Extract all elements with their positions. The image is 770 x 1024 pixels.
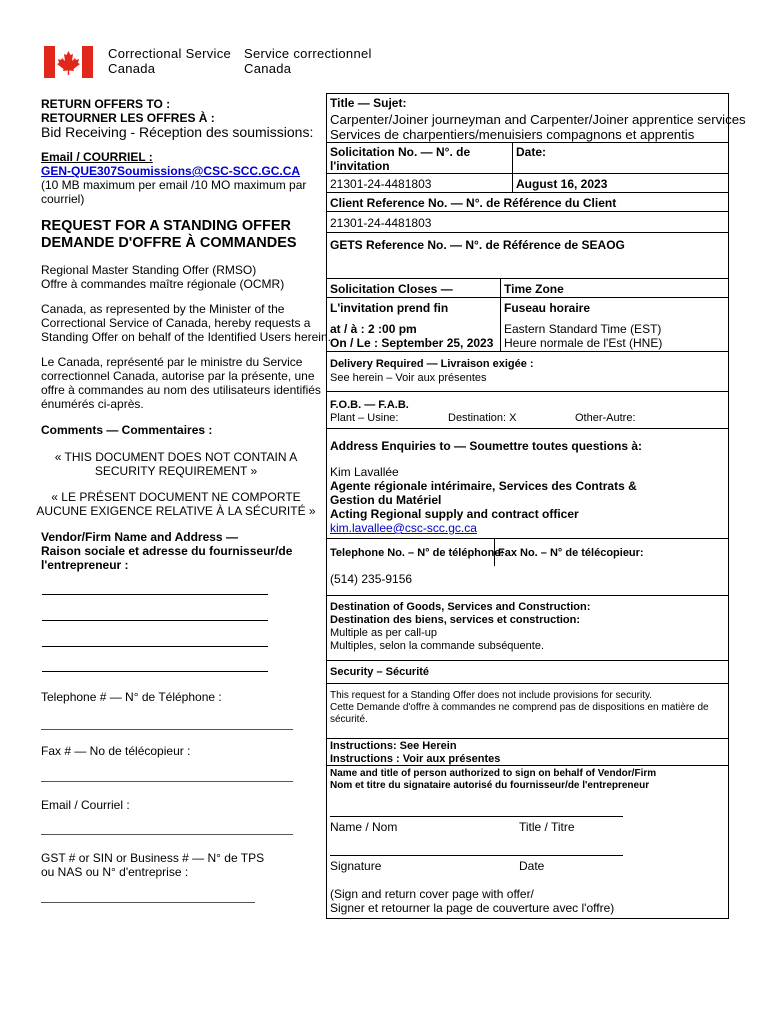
signature-label: Signature [330,859,382,873]
dept-fr-line2: Canada [244,61,292,76]
vendor-input-line[interactable] [42,671,268,672]
destination-line: Multiples, selon la commande subséquente. [330,640,545,652]
destination-line: Destination of Goods, Services and Construction: [330,601,591,613]
instructions-line: Instructions: See Herein [330,740,457,752]
closes-time: at / à : 2 :00 pm [330,322,417,336]
security-line: sécurité. [330,714,368,725]
fob-label: F.O.B. — F.A.B. [330,399,409,411]
comment-en-line: SECURITY REQUIREMENT » [94,464,258,478]
en-para-line: Standing Offer on behalf of the Identified Users herein. [41,330,331,344]
vendor-label-line: Raison sociale et adresse du fournisseur/de [41,544,293,558]
contact-block [330,465,637,535]
sol-label-line: l'invitation [330,159,390,173]
fax-input-line[interactable] [41,781,293,782]
gst-label-line: GST # or SIN or Business # — N° de TPS [41,851,265,865]
fr-para-line: énumérés ci-après. [41,397,144,411]
instructions-block [330,740,500,766]
client-ref-value: 21301-24-4481803 [330,216,432,230]
authorization-line: Nom et titre du signataire autorisé du fournisseur/de l'entrepreneur [330,780,650,791]
vendor-input-line[interactable] [42,620,268,621]
return-offers-title [41,97,215,125]
phone-value: (514) 235-9156 [330,572,413,586]
security-block [330,690,709,726]
comments-label: Comments — Commentaires : [41,423,213,437]
rmso-block [41,263,284,291]
comment-en [36,450,316,478]
fob-plant: Plant – Usine: [330,412,399,424]
gst-input-line[interactable] [41,902,255,903]
fob-destination: Destination: X [448,412,517,424]
closes-fr-label: L'invitation prend fin [330,301,449,315]
title-line-en: Carpenter/Joiner journeyman and Carpenter/Joiner apprentice services [330,112,746,127]
request-title-fr: DEMANDE D'OFFRE À COMMANDES [41,235,297,251]
fax-label-right: Fax No. – N° de télécopieur: [498,547,644,559]
return-line: Signer et retourner la page de couverture avec l'offre) [330,901,615,915]
solicitation-title [330,112,746,142]
timezone-fr-label: Fuseau horaire [504,301,591,315]
security-line: This request for a Standing Offer does not include provisions for security. [330,690,653,701]
return-title-en: RETURN OFFERS TO : [41,97,171,111]
timezone-value [504,322,662,350]
canada-flag-icon [44,46,93,78]
fr-para-line: correctionnel Canada, autorise par la présente, une [41,369,315,383]
french-paragraph [41,355,321,411]
closes-label: Solicitation Closes — [330,282,453,296]
dept-en-line1: Correctional Service [108,46,232,61]
comment-fr-line: « LE PRÉSENT DOCUMENT NE COMPORTE [51,490,301,504]
authorization-block [330,768,656,792]
gets-ref-label: GETS Reference No. — N°. de Référence de SEAOG [330,238,625,252]
timezone-label: Time Zone [504,282,564,296]
english-paragraph [41,302,331,344]
date-value: August 16, 2023 [516,177,608,191]
email-limit-2: courriel) [41,192,85,206]
enquiries-label: Address Enquiries to — Soumettre toutes questions à: [330,439,643,453]
signature-date-input-line[interactable] [330,855,623,856]
vendor-label-line: l'entrepreneur : [41,558,129,572]
vendor-input-line[interactable] [42,646,268,647]
instructions-line: Instructions : Voir aux présentes [330,753,501,765]
timezone-en: Eastern Standard Time (EST) [504,322,662,336]
fr-para-line: offre à commandes au nom des utilisateurs identifiés [41,383,321,397]
contact-name: Kim Lavallée [330,465,399,479]
date-label-sig: Date [519,859,545,873]
department-name-en [108,46,231,76]
en-para-line: Canada, as represented by the Minister of the [41,302,285,316]
fob-other: Other-Autre: [575,412,636,424]
timezone-fr: Heure normale de l'Est (HNE) [504,336,663,350]
security-line: Cette Demande d'offre à commandes ne comprend pas de dispositions en matière de [330,702,709,713]
date-label: Date: [516,145,547,159]
email-label: Email / COURRIEL : [41,150,153,164]
closes-date: On / Le : September 25, 2023 [330,336,494,350]
comment-en-line: « THIS DOCUMENT DOES NOT CONTAIN A [54,450,298,464]
vendor-label-line: Vendor/Firm Name and Address — [41,530,238,544]
gst-label [41,851,264,879]
telephone-label: Telephone # — N° de Téléphone : [41,690,222,704]
name-title-input-line[interactable] [330,816,623,817]
request-title [41,218,297,252]
request-title-en: REQUEST FOR A STANDING OFFER [41,218,291,234]
rmso-en: Regional Master Standing Offer (RMSO) [41,263,257,277]
comment-fr-line: AUCUNE EXIGENCE RELATIVE À LA SÉCURITÉ » [36,504,316,518]
title-label-sig: Title / Titre [519,820,575,834]
dept-en-line2: Canada [108,61,156,76]
contact-title-line: Agente régionale intérimaire, Services des Contrats & [330,479,637,493]
email-field-label: Email / Courriel : [41,798,130,812]
security-label: Security – Sécurité [330,666,430,678]
rmso-fr: Offre à commandes maître régionale (OCMR) [41,277,285,291]
authorization-line: Name and title of person authorized to sign on behalf of Vendor/Firm [330,768,657,779]
destination-block [330,601,590,653]
comment-fr [36,490,316,518]
title-line-fr: Services de charpentiers/menuisiers compagnons et apprentis [330,127,695,142]
contact-email-link[interactable]: kim.lavallee@csc-scc.gc.ca [330,521,477,535]
destination-line: Destination des biens, services et construction: [330,614,581,626]
email-input-line[interactable] [41,834,293,835]
solicitation-no-label [330,145,470,173]
delivery-label: Delivery Required — Livraison exigée : [330,358,534,370]
contact-title-line: Acting Regional supply and contract officer [330,507,579,521]
sol-label-line: Solicitation No. — N°. de [330,145,471,159]
title-label: Title — Sujet: [330,96,407,110]
fax-label: Fax # — No de télécopieur : [41,744,191,758]
closes-value [330,322,493,350]
email-address-link[interactable]: GEN-QUE307Soumissions@CSC-SCC.GC.CA [41,164,301,178]
return-title-fr: RETOURNER LES OFFRES À : [41,111,215,125]
client-ref-label: Client Reference No. — N°. de Référence du Client [330,196,617,210]
department-name-fr [244,46,372,76]
vendor-input-line[interactable] [42,594,268,595]
destination-line: Multiple as per call-up [330,627,437,639]
contact-title-line: Gestion du Matériel [330,493,442,507]
vendor-label [41,530,292,572]
delivery-value: See herein – Voir aux présentes [330,372,487,384]
dept-fr-line1: Service correctionnel [244,46,372,61]
solicitation-no-value: 21301-24-4481803 [330,177,432,191]
name-label: Name / Nom [330,820,398,834]
return-line: (Sign and return cover page with offer/ [330,887,534,901]
phone-label: Telephone No. – N° de téléphone: [330,547,505,559]
telephone-input-line[interactable] [41,729,293,730]
email-block [41,150,306,206]
fr-para-line: Le Canada, représenté par le ministre du Service [41,355,303,369]
email-limit-1: (10 MB maximum per email /10 MO maximum par [41,178,307,192]
gst-label-line: ou NAS ou N° d'entreprise : [41,865,189,879]
return-instruction [330,887,614,915]
bid-receiving: Bid Receiving - Réception des soumissions: [41,124,314,140]
en-para-line: Correctional Service of Canada, hereby requests a [41,316,311,330]
